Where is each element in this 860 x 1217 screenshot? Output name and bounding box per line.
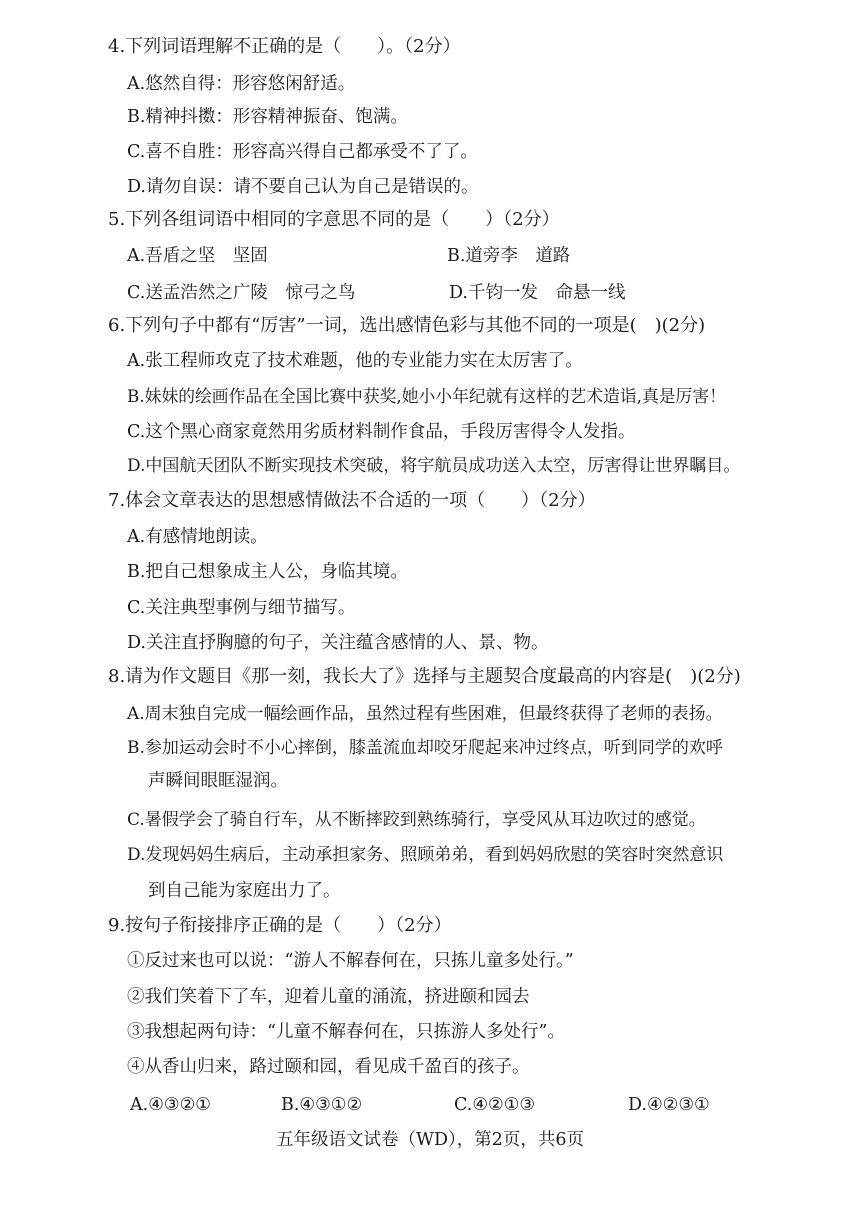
question-7-option-c: C.关注典型事例与细节描写。 (127, 598, 356, 618)
question-5-option-d: D.千钧一发 命悬一线 (449, 283, 626, 303)
question-7-option-b: B.把自己想象成主人公，身临其境。 (127, 562, 408, 582)
question-7-option-a: A.有感情地朗读。 (127, 527, 268, 547)
question-8-option-d-continued: 到自己能为家庭出力了。 (148, 881, 341, 901)
question-9-option-c: C.④②①③ (454, 1095, 536, 1115)
question-9-sentence-2: ②我们笑着下了车，迎着儿童的涌流，挤进颐和园去 (127, 987, 530, 1007)
question-5-stem: 5.下列各组词语中相同的字意思不同的是（ ）（2分） (108, 209, 560, 230)
question-8-option-d: D.发现妈妈生病后，主动承担家务、照顾弟弟，看到妈妈欣慰的笑容时突然意识 (127, 845, 724, 865)
question-5-option-b: B.道旁李 道路 (447, 246, 571, 266)
question-8-option-a: A.周末独自完成一幅绘画作品，虽然过程有些困难，但最终获得了老师的表扬。 (127, 704, 723, 724)
question-9-option-d: D.④②③① (628, 1095, 710, 1115)
question-4-stem: 4.下列词语理解不正确的是（ ）。（2分） (108, 36, 461, 57)
question-6-option-c: C.这个黑心商家竟然用劣质材料制作食品，手段厉害得令人发指。 (127, 422, 636, 442)
question-7-option-d: D.关注直抒胸臆的句子，关注蕴含感情的人、景、物。 (127, 633, 549, 653)
question-9-sentence-1: ①反过来也可以说：“游人不解春何在，只拣儿童多处行。” (127, 951, 574, 971)
question-9-sentence-3: ③我想起两句诗：“儿童不解春何在，只拣游人多处行”。 (127, 1022, 565, 1042)
question-5-option-a: A.吾盾之坚 坚固 (127, 246, 268, 266)
question-4-option-a: A.悠然自得：形容悠闲舒适。 (127, 74, 356, 94)
question-4-option-d: D.请勿自误：请不要自己认为自己是错误的。 (127, 177, 479, 197)
question-6-stem: 6.下列句子中都有“厉害”一词，选出感情色彩与其他不同的一项是( )(2分) (108, 315, 706, 336)
question-9-sentence-4: ④从香山归来，路过颐和园，看见成千盈百的孩子。 (127, 1057, 530, 1077)
question-9-option-a: A.④③②① (130, 1095, 211, 1115)
question-9-option-b: B.④③①② (281, 1095, 363, 1115)
question-5-option-c: C.送孟浩然之广陵 惊弓之鸟 (127, 283, 356, 303)
question-6-option-b: B.妹妹的绘画作品在全国比赛中获奖,她小小年纪就有这样的艺术造诣,真是厉害！ (127, 386, 726, 406)
question-9-stem: 9.按句子衔接排序正确的是（ ）（2分） (108, 915, 452, 936)
question-4-option-c: C.喜不自胜：形容高兴得自己都承受不了了。 (127, 142, 478, 162)
question-6-option-a: A.张工程师攻克了技术难题，他的专业能力实在太厉害了。 (127, 351, 583, 371)
page-footer: 五年级语文试卷（WD），第2页，共6页 (275, 1130, 585, 1150)
question-7-stem: 7.体会文章表达的思想感情做法不合适的一项（ ）（2分） (108, 490, 596, 511)
question-8-option-c: C.暑假学会了骑自行车，从不断摔跤到熟练骑行，享受风从耳边吹过的感觉。 (127, 810, 706, 830)
question-4-option-b: B.精神抖擞：形容精神振奋、饱满。 (127, 107, 408, 127)
question-8-option-b-continued: 声瞬间眼眶湿润。 (148, 771, 288, 791)
question-8-stem: 8.请为作文题目《那一刻，我长大了》选择与主题契合度最高的内容是( )(2分) (108, 666, 741, 687)
question-8-option-b: B.参加运动会时不小心摔倒，膝盖流血却咬牙爬起来冲过终点，听到同学的欢呼 (127, 738, 723, 758)
question-6-option-d: D.中国航天团队不断实现技术突破，将宇航员成功送入太空，厉害得让世界瞩目。 (127, 456, 741, 476)
